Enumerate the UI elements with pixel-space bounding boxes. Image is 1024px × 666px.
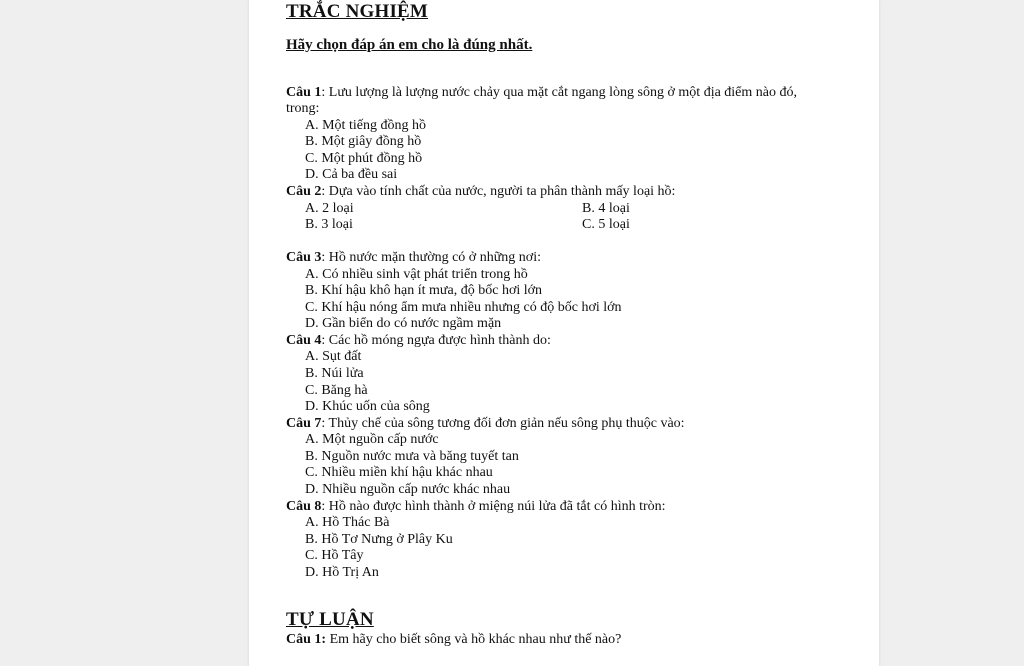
question-7 [286, 416, 685, 432]
question-3 [286, 250, 541, 266]
question-text: : Các hồ móng ngựa được hình thành do: [321, 333, 551, 348]
question-4-option-b: B. Núi lửa [305, 366, 364, 381]
question-2-option-b-left: B. 3 loại [305, 217, 353, 232]
instruction-text: Hãy chọn đáp án em cho là đúng nhất. [286, 37, 533, 53]
question-3-option-a: A. Có nhiều sinh vật phát triển trong hồ [305, 267, 528, 282]
document-page [249, 0, 879, 666]
question-1 [286, 85, 797, 101]
question-number: Câu 1 [286, 85, 322, 100]
question-number: Câu 3 [286, 250, 322, 265]
question-text: Em hãy cho biết sông và hồ khác nhau như thế nào? [326, 632, 622, 647]
section-heading-essay: TỰ LUẬN [286, 609, 374, 630]
question-2-option-a: A. 2 loại [305, 201, 354, 216]
question-1-option-b: B. Một giây đồng hồ [305, 134, 422, 149]
section-heading-multiple-choice: TRẮC NGHIỆM [286, 1, 429, 22]
question-text: : Dựa vào tính chất của nước, người ta phân thành mấy loại hồ: [321, 184, 676, 199]
question-4-option-c: C. Băng hà [305, 383, 368, 398]
essay-question-1 [286, 632, 621, 648]
question-1-continuation: trong: [286, 101, 320, 116]
question-8-option-a: A. Hồ Thác Bà [305, 515, 390, 530]
question-8-option-b: B. Hồ Tơ Nưng ở Plây Ku [305, 532, 453, 547]
question-7-option-d: D. Nhiều nguồn cấp nước khác nhau [305, 482, 511, 497]
question-number: Câu 8 [286, 499, 322, 514]
question-8-option-c: C. Hồ Tây [305, 548, 364, 563]
question-1-option-a: A. Một tiếng đồng hồ [305, 118, 426, 133]
question-7-option-b: B. Nguồn nước mưa và băng tuyết tan [305, 449, 519, 464]
question-1-option-c: C. Một phút đồng hồ [305, 151, 423, 166]
question-3-option-c: C. Khí hậu nóng ẩm mưa nhiều nhưng có độ bốc hơi lớn [305, 300, 622, 315]
question-4 [286, 333, 551, 349]
question-7-option-c: C. Nhiều miền khí hậu khác nhau [305, 465, 493, 480]
question-1-option-d: D. Cả ba đều sai [305, 167, 398, 182]
question-number: Câu 7 [286, 416, 322, 431]
question-8-option-d: D. Hồ Trị An [305, 565, 379, 580]
question-text: : Lưu lượng là lượng nước chảy qua mặt cắt ngang lòng sông ở một địa điểm nào đó, [321, 85, 798, 100]
question-number: Câu 1: [286, 632, 327, 647]
question-4-option-d: D. Khúc uốn của sông [305, 399, 430, 414]
question-text: : Thủy chế của sông tương đối đơn giản nếu sông phụ thuộc vào: [321, 416, 685, 431]
question-2 [286, 184, 675, 200]
question-8 [286, 499, 666, 515]
question-3-option-b: B. Khí hậu khô hạn ít mưa, độ bốc hơi lớn [305, 283, 543, 298]
question-number: Câu 4 [286, 333, 322, 348]
question-text: : Hồ nước mặn thường có ở những nơi: [321, 250, 541, 265]
question-number: Câu 2 [286, 184, 322, 199]
question-4-option-a: A. Sụt đất [305, 349, 362, 364]
question-3-option-d: D. Gần biển do có nước ngầm mặn [305, 316, 502, 331]
question-2-option-c: C. 5 loại [582, 217, 630, 232]
question-7-option-a: A. Một nguồn cấp nước [305, 432, 439, 447]
question-2-option-b-right: B. 4 loại [582, 201, 630, 216]
question-text: : Hồ nào được hình thành ở miệng núi lửa đã tắt có hình tròn: [321, 499, 666, 514]
